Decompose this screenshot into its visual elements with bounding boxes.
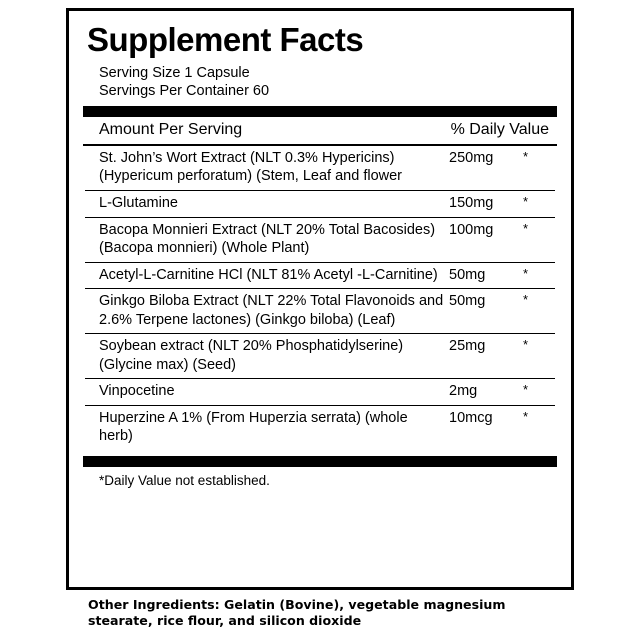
nutrient-daily-value: * <box>523 265 529 281</box>
nutrient-name: Soybean extract (NLT 20% Phosphatidylserine) (Glycine max) (Seed) <box>99 338 404 373</box>
daily-value-header: % Daily Value <box>450 120 549 138</box>
other-ingredients: Other Ingredients: Gelatin (Bovine), vegetable magnesium stearate, rice flour, and silicon dioxide <box>88 597 506 628</box>
nutrient-daily-value: * <box>523 382 529 398</box>
nutrient-amount: 150mg <box>449 194 494 211</box>
amount-per-serving-header: Amount Per Serving <box>99 120 243 138</box>
servings-per-container: Servings Per Container 60 <box>99 82 270 99</box>
supplement-facts-panel <box>66 8 574 590</box>
table-row <box>85 218 555 263</box>
nutrient-table <box>85 146 555 450</box>
table-row <box>85 379 555 406</box>
nutrient-name: Bacopa Monnieri Extract (NLT 20% Total Bacosides) (Bacopa monnieri) (Whole Plant) <box>99 221 436 257</box>
nutrient-name: L-Glutamine <box>99 194 178 211</box>
thick-divider-bottom <box>83 456 557 467</box>
nutrient-amount: 50mg <box>449 293 486 310</box>
nutrient-daily-value: * <box>523 292 529 308</box>
table-row <box>85 289 555 334</box>
nutrient-amount: 10mcg <box>449 409 493 426</box>
table-row <box>85 263 555 290</box>
nutrient-amount: 50mg <box>449 266 486 283</box>
table-row <box>85 406 555 450</box>
nutrient-name: Vinpocetine <box>99 383 175 400</box>
nutrient-amount: 25mg <box>449 338 486 355</box>
nutrient-daily-value: * <box>523 193 529 209</box>
nutrient-daily-value: * <box>523 148 529 164</box>
daily-value-footnote: *Daily Value not established. <box>99 473 270 488</box>
nutrient-amount: 2mg <box>449 383 478 400</box>
nutrient-name: St. John’s Wort Extract (NLT 0.3% Hypericins) (Hypericum perforatum) (Stem, Leaf and flower <box>99 149 402 185</box>
page-title: Supplement Facts <box>87 21 364 58</box>
nutrient-amount: 100mg <box>449 221 494 238</box>
table-header-row <box>85 117 555 144</box>
table-row <box>85 334 555 379</box>
table-row <box>85 191 555 218</box>
nutrient-name: Acetyl-L-Carnitine HCl (NLT 81% Acetyl -L-Carnitine) <box>99 266 438 283</box>
nutrient-daily-value: * <box>523 408 529 424</box>
nutrient-daily-value: * <box>523 337 529 353</box>
nutrient-name: Huperzine A 1% (From Huperzia serrata) (whole herb) <box>99 409 408 445</box>
nutrient-daily-value: * <box>523 220 529 236</box>
serving-size: Serving Size 1 Capsule <box>99 64 250 81</box>
nutrient-name: Ginkgo Biloba Extract (NLT 22% Total Flavonoids and 2.6% Terpene lactones) (Ginkgo biloba) (Leaf) <box>99 293 444 328</box>
table-row <box>85 146 555 191</box>
thick-divider-top <box>83 106 557 117</box>
nutrient-amount: 250mg <box>449 149 494 166</box>
